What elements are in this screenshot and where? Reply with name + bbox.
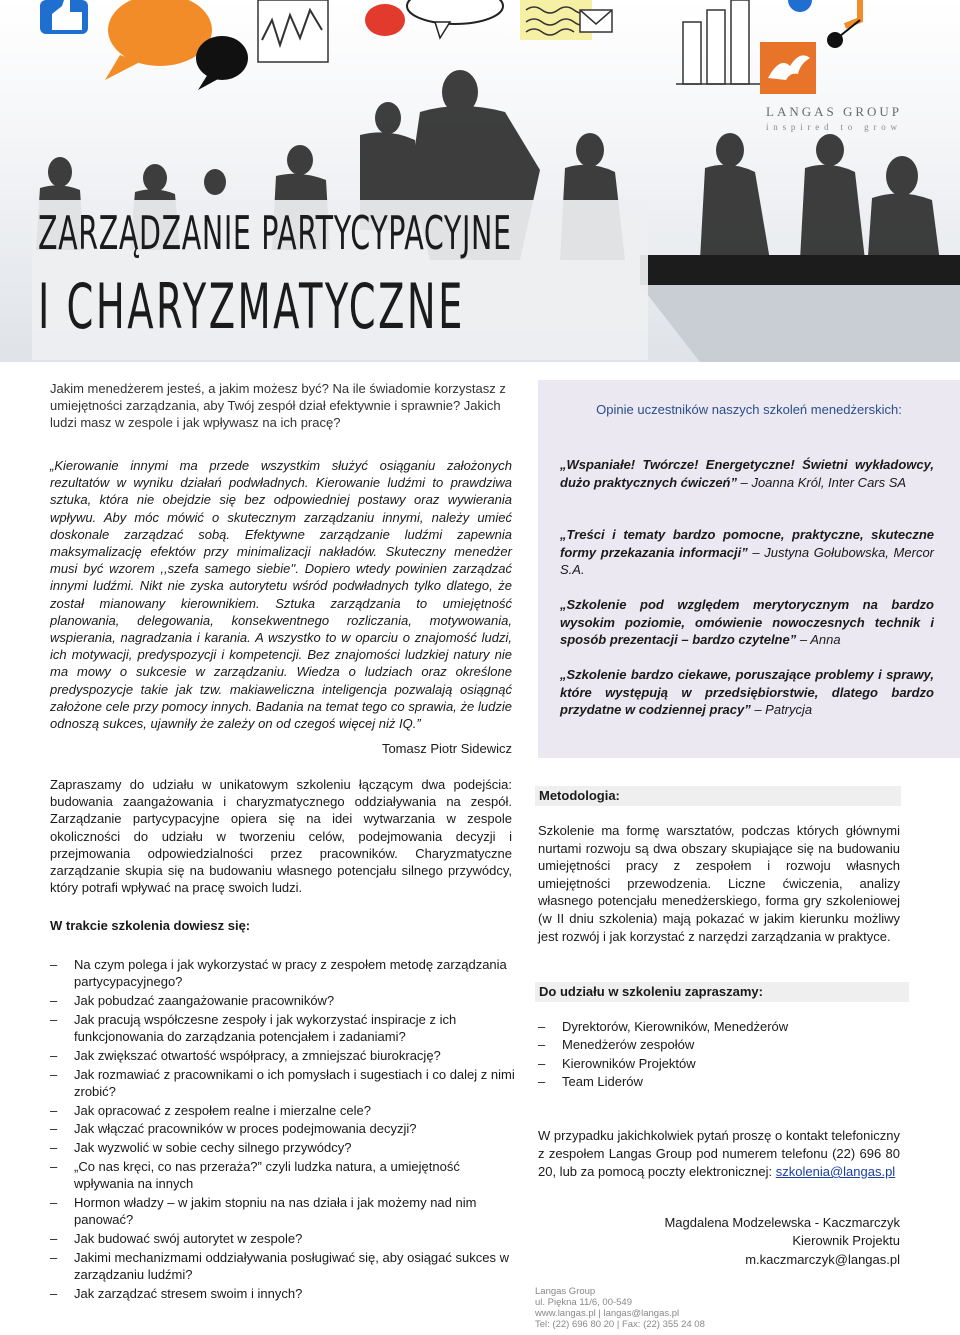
- list-item: – „Co nas kręci, co nas przeraża?” czyli ludzka natura, a umiejętność wpływania na innych: [50, 1158, 520, 1193]
- speech-bubble-icon: [365, 4, 405, 36]
- list-item: – Jak wyzwolić w sobie cechy silnego przywódcy?: [50, 1139, 520, 1156]
- list-item: – Hormon władzy – w jakim stopniu na nas działa i jak możemy nad nim panować?: [50, 1194, 520, 1229]
- footer-phones: Tel: (22) 696 80 20 | Fax: (22) 355 24 08: [535, 1319, 705, 1330]
- opinion-item: [560, 666, 934, 719]
- methodology-text: Szkolenie ma formę warsztatów, podczas których głównymi nurtami rozwoju są dwa obszary skupiające się na budowaniu umiejętności pracy z zespołem i rozwoju własnych umiejętności przewodzenia. Liczne ćwiczenia, analizy własnego potencjału menedżerskiego, forma gry szkoleniowej (w II dniu szkolenia) mają pokazać w jakim kierunku możliwy jest rozwój i jak korzystać z narzędzi zarządzania w praktyce.: [538, 823, 900, 944]
- list-item: – Jak włączać pracowników w proces podejmowania decyzji?: [50, 1120, 520, 1137]
- opinion-item: [560, 596, 934, 649]
- opinion-item: [560, 456, 934, 491]
- opinion-quote: „Szkolenie pod względem merytorycznym na bardzo wysokim poziomie, omówienie nowoczesnych technik i sposób prezentacji – bardzo czytelne”: [560, 597, 934, 648]
- title-box: [32, 200, 648, 360]
- list-item: – Dyrektorów, Kierowników, Menedżerów: [538, 1018, 898, 1035]
- footer: [535, 1286, 705, 1330]
- bar-chart-icon: [676, 0, 760, 84]
- footer-address: ul. Piękna 11/6, 00-549: [535, 1297, 633, 1308]
- opinion-author: – Joanna Król, Inter Cars SA: [737, 474, 907, 490]
- opinion-author: – Patrycja: [750, 702, 813, 718]
- list-item: – Jak opracować z zespołem realne i mierzalne cele?: [50, 1102, 520, 1119]
- network-icon: [788, 0, 860, 48]
- header-banner: [0, 0, 960, 362]
- speech-bubble-icon: [196, 36, 248, 90]
- invite-list: [538, 1018, 898, 1092]
- opinions-panel: [538, 380, 960, 758]
- opinion-quote: „Szkolenie bardzo ciekawe, poruszające problemy i sprawy, które występują w przedsiębiorstwie, dlatego bardzo przydatne w codziennej pracy”: [560, 667, 934, 718]
- signature: [538, 1214, 900, 1269]
- company-logo: [760, 42, 920, 132]
- list-item: – Jak pobudzać zaangażowanie pracowników?: [50, 992, 520, 1009]
- signature-email: m.kaczmarczyk@langas.pl: [745, 1251, 900, 1267]
- list-item: – Jak zwiększać otwartość współpracy, a zmniejszać biurokrację?: [50, 1047, 520, 1064]
- logo-mark-icon: [760, 42, 816, 94]
- signature-role: Kierownik Projektu: [792, 1233, 900, 1249]
- speech-bubble-icon: [105, 0, 212, 80]
- signature-name: Magdalena Modzelewska - Kaczmarczyk: [664, 1215, 900, 1230]
- list-item: – Jak budować swój autorytet w zespole?: [50, 1230, 520, 1247]
- contact-email-link[interactable]: szkolenia@langas.pl: [775, 1164, 896, 1179]
- opinion-author: – Anna: [796, 632, 841, 648]
- opinions-title: Opinie uczestników naszych szkoleń menedżerskich:: [596, 402, 902, 417]
- list-item: – Jak pracują współczesne zespoły i jak wykorzystać inspiracje z ich funkcjonowania do zarządzania potencjałem i zadaniami?: [50, 1011, 520, 1046]
- opinion-quote: „Treści i tematy bardzo pomocne, praktyczne, skuteczne formy przekazania informacji”: [560, 527, 934, 560]
- line-chart-icon: [258, 0, 328, 62]
- learn-heading: W trakcie szkolenia dowiesz się:: [50, 918, 251, 933]
- footer-web: www.langas.pl | langas@langas.pl: [535, 1308, 680, 1319]
- quote-author: Tomasz Piotr Sidewicz: [381, 741, 512, 756]
- methodology-heading: Metodologia:: [535, 786, 901, 806]
- quote-text: „Kierowanie innymi ma przede wszystkim służyć osiąganiu założonych rezultatów w wyniku działań podwładnych. Kierowanie ludźmi to prawdziwa sztuka, która nie obejdzie się bez odpowiedniej postawy oraz wywierania wpływu. Aby móc mówić o skutecznym zarządzaniu innymi, należy umieć doskonale zarządzać sobą. Efektywne zarządzanie ludźmi zapewnia maksymalizację efektów przy minimalizacji nakładów. Skuteczny menedżer musi być wzorem ,,szefa samego siebie''. Dopiero wtedy powinien zarządzać innymi ludźmi. Nikt nie zyska autorytetu wśród podwładnych tylko dlatego, że został mianowany kierownikiem. Sztuka zarządzania to umiejętność planowania, delegowania, konsekwentnego rozliczania, motywowania, wspierania, nagradzania i karania. A wszystko to w oparciu o znajomość ludzi, ich motywacji, predyspozycji i kompetencji. Bez znajomości ludzkiej natury nie ma mowy o sukcesie w zarządzaniu. Wiedza o ludziach oraz określone predyspozycje takie jak tzw. makiaweliczna inteligencja pozwalają osiągnąć założone cele przy pomocy innych. Badania na temat tego co sprawia, że ludzie odnoszą sukces, ujawniły że zależy on od czegoś więcej niż IQ.”: [50, 458, 512, 732]
- opinion-quote: „Wspaniałe! Twórcze! Energetyczne! Świetni wykładowcy, dużo praktycznych ćwiczeń”: [560, 457, 934, 490]
- footer-company: Langas Group: [535, 1286, 596, 1297]
- list-item: – Jak rozmawiać z pracownikami o ich pomysłach i sugestiach i co dalej z nimi zrobić?: [50, 1066, 520, 1101]
- logo-name: LANGAS GROUP: [766, 104, 903, 119]
- thumbs-up-icon: [40, 0, 88, 34]
- list-item: – Team Liderów: [538, 1073, 898, 1090]
- list-item: – Menedżerów zespołów: [538, 1036, 898, 1053]
- invite-heading: Do udziału w szkoleniu zapraszamy:: [535, 982, 909, 1002]
- opinion-item: [560, 526, 934, 579]
- page-title-line-2: I CHARYZMATYCZNE: [38, 270, 465, 343]
- contact-text: [538, 1127, 900, 1181]
- list-item: – Jak zarządzać stresem swoim i innych?: [50, 1285, 520, 1302]
- envelope-icon: [580, 10, 612, 32]
- offer-text: Zapraszamy do udziału w unikatowym szkoleniu łączącym dwa podejścia: budowania zaangażowania i charyzmatycznego oddziaływania na zespół. Zarządzanie partycypacyjne opiera się na idei wytwarzania w zespole okoliczności do udziału w tworzeniu celów, podejmowania decyzji i przejmowania odpowiedzialności przez pracowników. Charyzmatyczne zarządzanie skupia się na budowaniu własnego potencjału silnego przywódcy, który potrafi wpływać na pracę swoich ludzi.: [50, 777, 512, 896]
- page-title-line-1: ZARZĄDZANIE PARTYCYPACYJNE: [38, 206, 512, 260]
- logo-tagline: inspired to grow: [766, 122, 902, 132]
- list-item: – Na czym polega i jak wykorzystać w pracy z zespołem metodę zarządzania partycypacyjnego?: [50, 956, 520, 991]
- learn-list: [50, 956, 520, 1304]
- opinion-author: – Justyna Gołubowska, Mercor S.A.: [560, 544, 935, 578]
- intro-text: Jakim menedżerem jesteś, a jakim możesz być? Na ile świadomie korzystasz z umiejętności zarządzania, aby Twój zespół dział efektywnie i sprawnie? Jakich ludzi masz w zespole i jak wpływasz na ich pracę?: [50, 381, 506, 431]
- list-item: – Jakimi mechanizmami oddziaływania posługiwać się, aby osiągać sukces w zarządzaniu ludźmi?: [50, 1249, 520, 1284]
- contact-body: W przypadku jakichkolwiek pytań proszę o kontakt telefoniczny z zespołem Langas Group pod numerem telefonu (22) 696 80 20, lub za pomocą poczty elektronicznej:: [538, 1128, 901, 1179]
- list-item: – Kierowników Projektów: [538, 1055, 898, 1072]
- table-shape: [640, 255, 960, 285]
